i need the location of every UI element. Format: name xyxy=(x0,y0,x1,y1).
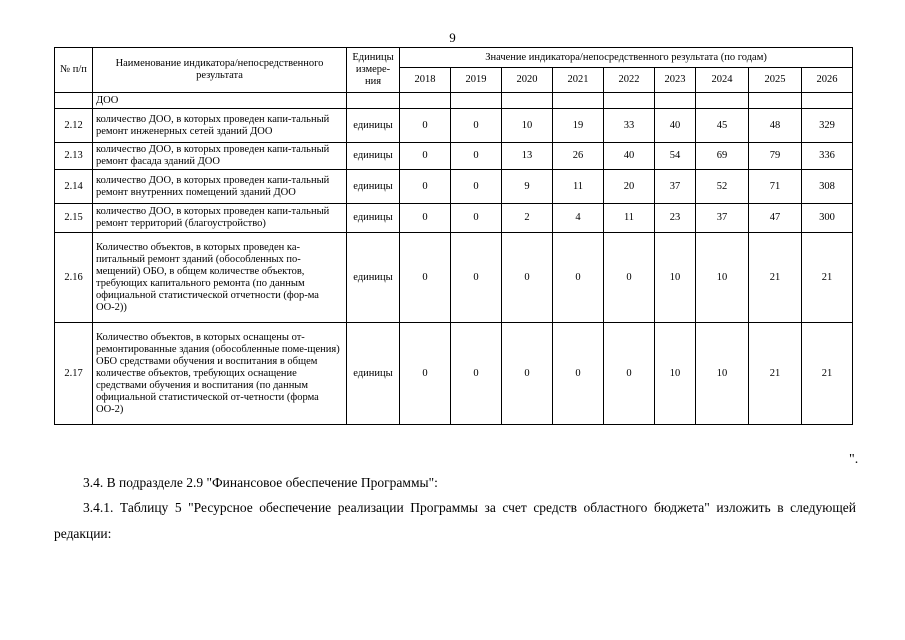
page-number: 9 xyxy=(449,30,456,45)
header-unit: Единицы измере-ния xyxy=(347,48,400,93)
row-value: 0 xyxy=(451,109,502,143)
header-year: 2026 xyxy=(802,68,853,93)
header-year: 2025 xyxy=(749,68,802,93)
row-value: 4 xyxy=(553,204,604,233)
header-year: 2021 xyxy=(553,68,604,93)
table-row xyxy=(55,323,853,425)
header-year: 2020 xyxy=(502,68,553,93)
table-row xyxy=(55,143,853,170)
header-year: 2024 xyxy=(696,68,749,93)
table-row xyxy=(55,204,853,233)
row-value: 45 xyxy=(696,109,749,143)
row-value: 21 xyxy=(802,323,853,425)
header-name: Наименование индикатора/непосредственного результата xyxy=(93,48,347,93)
row-name: Количество объектов, в которых оснащены от-ремонтированные здания (обособленные поме-щения) ОБО средствами обучения и воспитания в общем количестве объектов, требующих оснащение средствами обучения и воспитания (по данным официальной статистической от-четности (форма ОО-2) xyxy=(93,323,347,425)
row-value: 11 xyxy=(604,204,655,233)
row-value: 47 xyxy=(749,204,802,233)
row-value: 52 xyxy=(696,170,749,204)
table-row xyxy=(55,109,853,143)
row-value: 10 xyxy=(696,233,749,323)
row-value: 26 xyxy=(553,143,604,170)
row-num: 2.15 xyxy=(55,204,93,233)
row-value: 0 xyxy=(502,323,553,425)
row-value: 21 xyxy=(802,233,853,323)
row-value: 10 xyxy=(696,323,749,425)
row-value: 13 xyxy=(502,143,553,170)
row-value: 37 xyxy=(655,170,696,204)
row-value: 0 xyxy=(400,143,451,170)
row-value: 0 xyxy=(553,323,604,425)
row-value: 300 xyxy=(802,204,853,233)
closing-quote: ". xyxy=(849,452,859,467)
row-value: 0 xyxy=(451,143,502,170)
paragraph-3-4-1: 3.4.1. Таблицу 5 "Ресурсное обеспечение реализации Программы за счет средств областного бюджета" изложить в следующей редакции: xyxy=(54,500,856,541)
row-value: 9 xyxy=(502,170,553,204)
row-value: 11 xyxy=(553,170,604,204)
row-value: 20 xyxy=(604,170,655,204)
group-row-label: ДОО xyxy=(93,93,347,109)
row-value: 0 xyxy=(451,233,502,323)
indicators-table xyxy=(54,47,853,425)
row-value: 54 xyxy=(655,143,696,170)
row-value: 308 xyxy=(802,170,853,204)
row-num: 2.14 xyxy=(55,170,93,204)
row-value: 10 xyxy=(655,323,696,425)
row-value: 0 xyxy=(604,233,655,323)
table-row xyxy=(55,233,853,323)
row-unit: единицы xyxy=(347,143,400,170)
row-num: 2.13 xyxy=(55,143,93,170)
row-name: количество ДОО, в которых проведен капи-тальный ремонт фасада зданий ДОО xyxy=(93,143,347,170)
row-unit: единицы xyxy=(347,109,400,143)
row-value: 33 xyxy=(604,109,655,143)
row-value: 0 xyxy=(451,323,502,425)
row-value: 0 xyxy=(451,204,502,233)
row-unit: единицы xyxy=(347,170,400,204)
row-name: количество ДОО, в которых проведен капи-тальный ремонт внутренних помещений зданий ДОО xyxy=(93,170,347,204)
row-value: 19 xyxy=(553,109,604,143)
header-num: № п/п xyxy=(55,48,93,93)
row-value: 0 xyxy=(451,170,502,204)
row-num: 2.17 xyxy=(55,323,93,425)
row-value: 37 xyxy=(696,204,749,233)
row-value: 10 xyxy=(502,109,553,143)
header-year: 2023 xyxy=(655,68,696,93)
row-value: 21 xyxy=(749,233,802,323)
row-value: 0 xyxy=(400,170,451,204)
row-value: 79 xyxy=(749,143,802,170)
row-unit: единицы xyxy=(347,323,400,425)
row-num: 2.16 xyxy=(55,233,93,323)
row-value: 48 xyxy=(749,109,802,143)
row-name: Количество объектов, в которых проведен ка-питальный ремонт зданий (обособленных по-мещений) ОБО, в общем количестве объектов, требующих капитального ремонта (по данным официальной статистической отчетности (фор-ма ОО-2)) xyxy=(93,233,347,323)
row-value: 0 xyxy=(400,204,451,233)
paragraph-3-4: 3.4. В подразделе 2.9 "Финансовое обеспечение Программы": xyxy=(83,475,438,490)
header-year: 2022 xyxy=(604,68,655,93)
row-value: 0 xyxy=(400,323,451,425)
row-value: 0 xyxy=(553,233,604,323)
header-year: 2019 xyxy=(451,68,502,93)
row-value: 40 xyxy=(655,109,696,143)
row-unit: единицы xyxy=(347,204,400,233)
row-value: 336 xyxy=(802,143,853,170)
header-values-group: Значение индикатора/непосредственного результата (по годам) xyxy=(400,48,853,68)
row-value: 10 xyxy=(655,233,696,323)
row-value: 0 xyxy=(400,233,451,323)
row-unit: единицы xyxy=(347,233,400,323)
row-name: количество ДОО, в которых проведен капи-тальный ремонт территорий (благоустройство) xyxy=(93,204,347,233)
row-value: 329 xyxy=(802,109,853,143)
row-value: 40 xyxy=(604,143,655,170)
row-value: 23 xyxy=(655,204,696,233)
row-value: 0 xyxy=(604,323,655,425)
row-value: 0 xyxy=(400,109,451,143)
row-value: 2 xyxy=(502,204,553,233)
row-num: 2.12 xyxy=(55,109,93,143)
header-year: 2018 xyxy=(400,68,451,93)
table-row xyxy=(55,170,853,204)
row-value: 0 xyxy=(502,233,553,323)
row-value: 21 xyxy=(749,323,802,425)
group-num xyxy=(55,93,93,109)
row-name: количество ДОО, в которых проведен капи-тальный ремонт инженерных сетей зданий ДОО xyxy=(93,109,347,143)
row-value: 69 xyxy=(696,143,749,170)
row-value: 71 xyxy=(749,170,802,204)
